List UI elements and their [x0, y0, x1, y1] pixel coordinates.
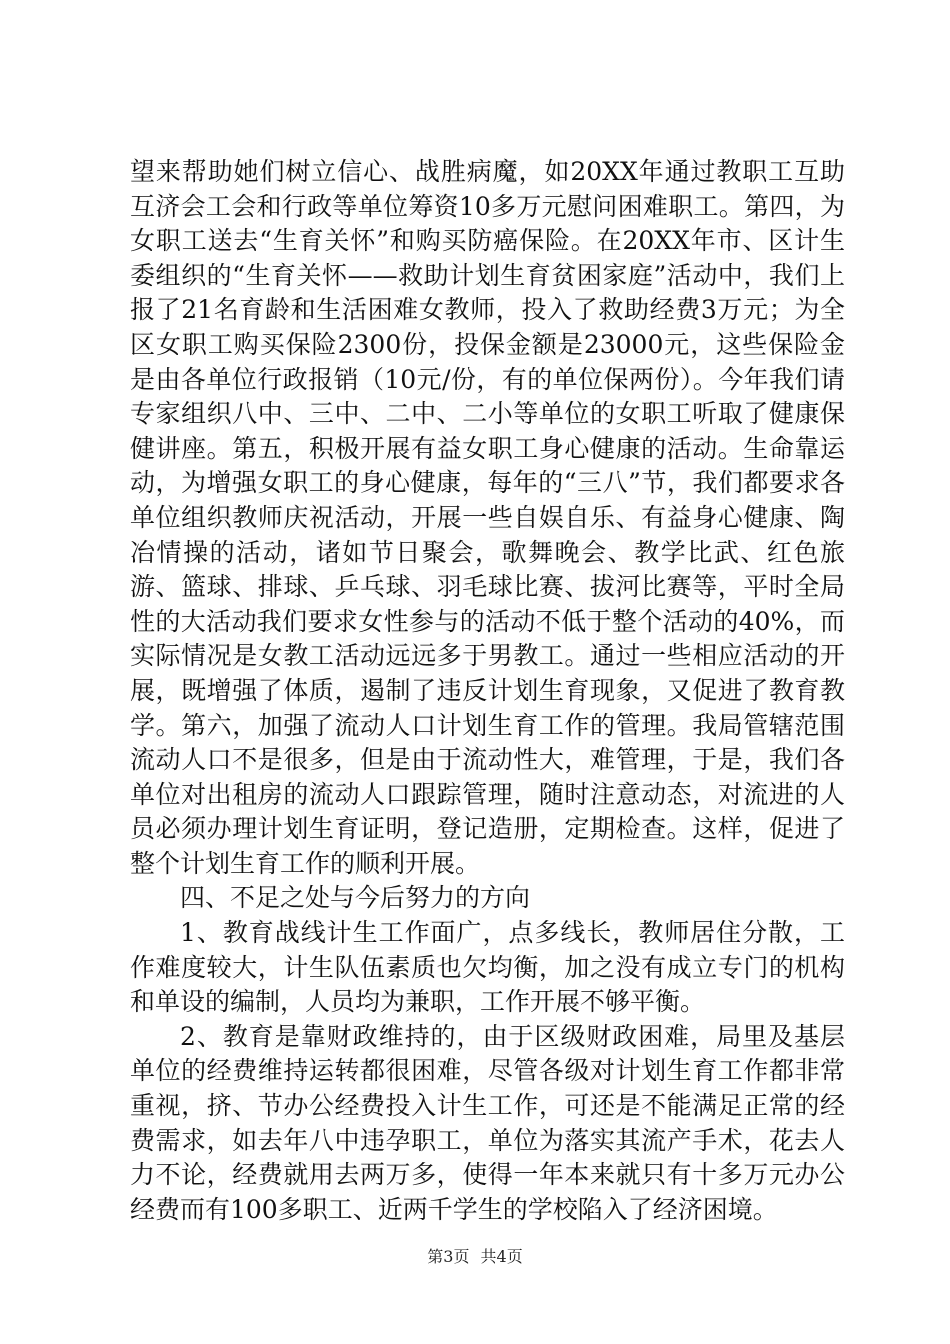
section-heading: 四、不足之处与今后努力的方向	[180, 883, 531, 913]
paragraph-item-2: 2、教育是靠财政维持的，由于区级财政困难，局里及基层单位的经费维持运转都很困难，尽管各级对计划生育工作都非常重视，挤、节办公经费投入计生工作，可还是不能满足正常的经费需求，如去年八中违孕职工，单位为落实其流产手术，花去人力不论，经费就用去两万多，使得一年本来就只有十多万元办公经费而有100多职工、近两千学生的学校陷入了经济困境。	[130, 1021, 845, 1224]
page-footer	[0, 1244, 950, 1267]
document-body	[130, 155, 845, 1227]
paragraph-item-1: 1、教育战线计生工作面广，点多线长，教师居住分散，工作难度较大，计生队伍素质也欠均衡，加之没有成立专门的机构和单设的编制，人员均为兼职，工作开展不够平衡。	[130, 918, 845, 1017]
page-number: 第3页	[427, 1247, 470, 1266]
page-total: 共4页	[480, 1247, 523, 1266]
paragraph-1: 望来帮助她们树立信心、战胜病魔，如20XX年通过教职工互助互济会工会和行政等单位筹资10多万元慰问困难职工。第四，为女职工送去“生育关怀”和购买防癌保险。在20XX年市、区计生委组织的“生育关怀——救助计划生育贫困家庭”活动中，我们上报了21名育龄和生活困难女教师，投入了救助经费3万元；为全区女职工购买保险2300份，投保金额是23000元，这些保险金是由各单位行政报销（10元/份，有的单位保两份）。今年我们请专家组织八中、三中、二中、二小等单位的女职工听取了健康保健讲座。第五，积极开展有益女职工身心健康的活动。生命靠运动，为增强女职工的身心健康，每年的“三八”节，我们都要求各单位组织教师庆祝活动，开展一些自娱自乐、有益身心健康、陶冶情操的活动，诸如节日聚会，歌舞晚会、教学比武、红色旅游、篮球、排球、乒乓球、羽毛球比赛、拔河比赛等，平时全局性的大活动我们要求女性参与的活动不低于整个活动的40%，而实际情况是女教工活动远远多于男教工。通过一些相应活动的开展，既增强了体质，遏制了违反计划生育现象，又促进了教育教学。第六，加强了流动人口计划生育工作的管理。我局管辖范围流动人口不是很多，但是由于流动性大，难管理，于是，我们各单位对出租房的流动人口跟踪管理，随时注意动态，对流进的人员必须办理计划生育证明，登记造册，定期检查。这样，促进了整个计划生育工作的顺利开展。	[130, 157, 845, 878]
